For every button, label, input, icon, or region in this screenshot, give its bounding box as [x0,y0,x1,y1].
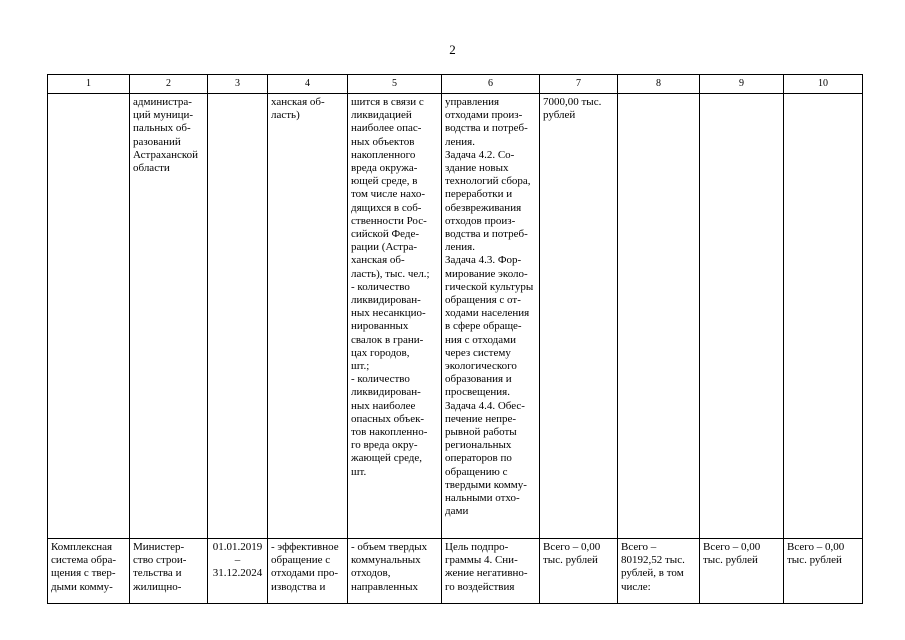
column-number: 5 [348,75,442,94]
table-cell [618,94,700,539]
table-cell: Цель подпро- граммы 4. Сни- жение негативно- го воздействия [442,539,540,604]
table-cell: управления отходами произ- водства и потреб- ления. Задача 4.2. Со- здание новых технологий сбора, переработки и обезвреживания отходов произ- водства и потреб- ления. Задача 4.3. Фор- мирование эколо- гической культуры обращения с от- ходами населения в сфере обраще- ния с отходами через систему экологического образования и просвещения. Задача 4.4. Обес- печение непре- рывной работы региональных операторов по обращению с твердыми комму- нальными отхо- дами [442,94,540,539]
table-cell: ханская об- ласть) [268,94,348,539]
table-cell: администра- ций муници- пальных об- разований Астраханской области [130,94,208,539]
column-number: 1 [48,75,130,94]
table-cell: Всего – 80192,52 тыс. рублей, в том числе: [618,539,700,604]
table-cell [208,94,268,539]
column-number: 3 [208,75,268,94]
table-cell: Комплексная система обра- щения с твер- дыми комму- [48,539,130,604]
table-cell: - эффективное обращение с отходами про- изводства и [268,539,348,604]
table-cell: - объем твердых коммунальных отходов, направленных [348,539,442,604]
table-cell: Всего – 0,00 тыс. рублей [700,539,784,604]
table-row [48,94,863,539]
table-cell: шится в связи с ликвидацией наиболее опас- ных объектов накопленного вреда окружа- ющей среде, в том числе нахо- дящихся в соб- ственности Рос- сийской Феде- рации (Астра- ханская об- ласть), тыс. чел.; - количество ликвидирован- ных несанкцио- нированных свалок в грани- цах городов, шт.; - количество ликвидирован- ных наиболее опасных объек- тов накопленно- го вреда окру- жающей среде, шт. [348,94,442,539]
table-row [48,539,863,604]
column-number: 10 [784,75,863,94]
column-number: 7 [540,75,618,94]
table-cell: Министер- ство строи- тельства и жилищно- [130,539,208,604]
table-cell: 01.01.2019 – 31.12.2024 [208,539,268,604]
column-number-row [48,75,863,94]
table-cell [48,94,130,539]
table-cell [700,94,784,539]
column-number: 9 [700,75,784,94]
page-number: 2 [449,42,456,57]
table-cell [784,94,863,539]
table-cell: Всего – 0,00 тыс. рублей [784,539,863,604]
column-number: 4 [268,75,348,94]
program-table [47,74,863,604]
column-number: 6 [442,75,540,94]
table-cell: Всего – 0,00 тыс. рублей [540,539,618,604]
table-cell: 7000,00 тыс. рублей [540,94,618,539]
column-number: 2 [130,75,208,94]
column-number: 8 [618,75,700,94]
